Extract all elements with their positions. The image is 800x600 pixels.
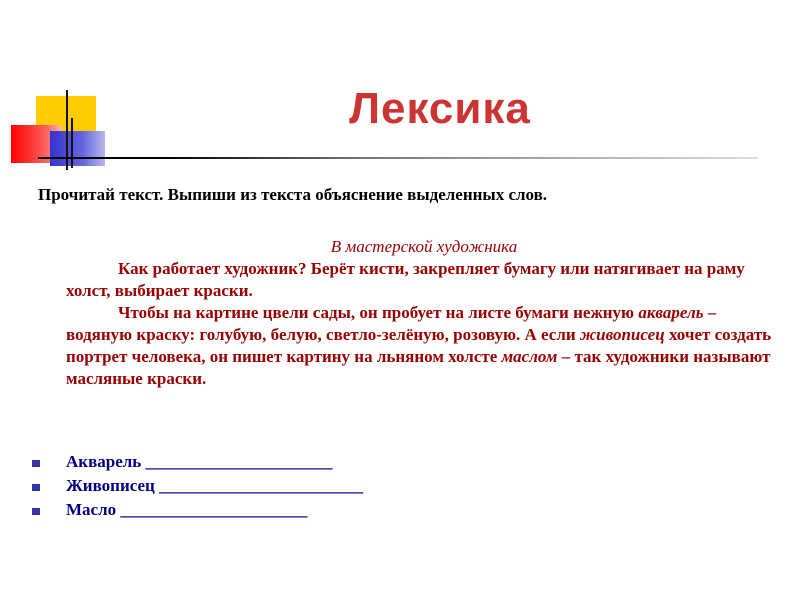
task-label: Живописец <box>66 476 155 495</box>
story-text-part: – водяную краску: голубую, белую, светло-зелёную, розовую. А если <box>66 303 717 344</box>
decorative-squares-logo <box>0 0 120 170</box>
title-underline <box>38 157 758 159</box>
task-label: Масло <box>66 500 117 519</box>
story-heading: В мастерской художника <box>330 237 518 256</box>
story-text-part: Чтобы на картине цвели сады, он пробует на листе бумаги нежную <box>118 303 639 322</box>
bullet-icon <box>32 508 40 515</box>
page-title: Лексика <box>349 84 531 133</box>
story-paragraph-1: Как работает художник? Берёт кисти, закрепляет бумагу или натягивает на раму холст, выбирает краски. <box>66 259 745 300</box>
blue-square <box>50 131 105 166</box>
bullet-icon <box>32 484 40 491</box>
vertical-line-short <box>71 118 73 168</box>
highlighted-word-akvarel: акварель <box>638 303 704 322</box>
answer-blank: ______________________ <box>120 500 308 519</box>
instruction-text: Прочитай текст. Выпиши из текста объяснение выделенных слов. <box>38 185 548 204</box>
highlighted-word-zhivopisets: живописец <box>579 325 665 344</box>
story-paragraph-2 <box>66 302 786 390</box>
list-item <box>32 476 532 500</box>
list-item-text <box>66 500 307 520</box>
list-item-text <box>66 452 333 472</box>
bullet-icon <box>32 460 40 467</box>
task-list <box>32 452 532 524</box>
story-text <box>66 236 786 390</box>
list-item-text <box>66 476 363 496</box>
task-label: Акварель <box>66 452 142 471</box>
list-item <box>32 500 532 524</box>
story-text-part: – так художники называют масляные краски. <box>66 347 771 388</box>
list-item <box>32 452 532 476</box>
highlighted-word-maslo: маслом <box>501 347 558 366</box>
answer-blank: ________________________ <box>159 476 364 495</box>
story-text-part: хочет создать портрет человека, он пишет картину на льняном холсте <box>66 325 772 366</box>
answer-blank: ______________________ <box>145 452 333 471</box>
